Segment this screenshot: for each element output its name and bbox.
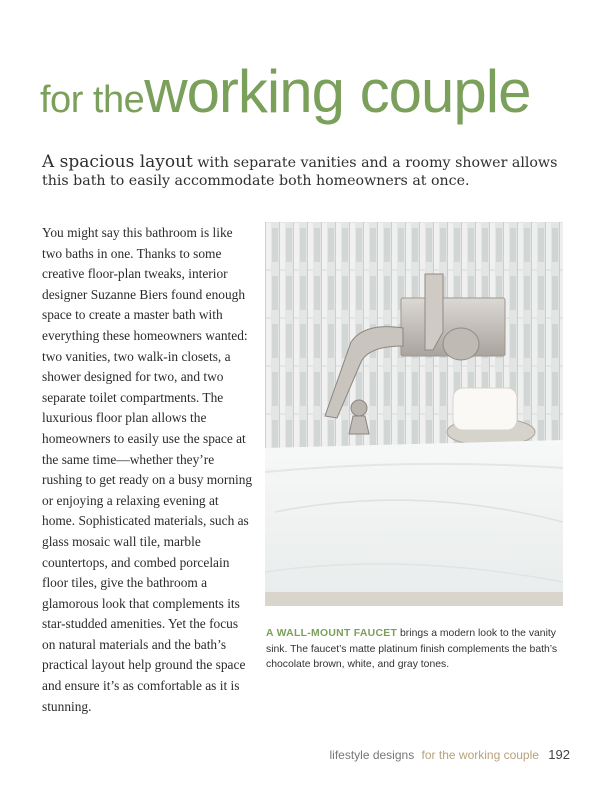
caption-body: brings a modern look to the vanity sink. The faucet’s matte platinum finish complements the bath’s chocolate brown, white, and gray tones. bbox=[266, 628, 558, 671]
caption-lead: A WALL-MOUNT FAUCET bbox=[266, 628, 398, 639]
headline bbox=[40, 58, 600, 125]
page-number: 192 bbox=[548, 747, 570, 762]
headline-main: working couple bbox=[144, 58, 531, 125]
deck-text bbox=[42, 153, 562, 190]
faucet-photo bbox=[265, 222, 563, 606]
faucet-photo-illustration bbox=[265, 222, 563, 606]
body-text: You might say this bathroom is like two baths in one. Thanks to some creative floor-plan tweaks, interior designer Suzanne Biers found enough space to create a master bath with everything these homeowners wanted: two vanities, two walk-in closets, a shower designed for two, and two separate toilet compartments. The luxurious floor plan allows the homeowners to easily use the space at the same time—whether they’re rushing to get ready on a busy morning or enjoying a relaxing evening at home. Sophisticated materials, such as glass mosaic wall tile, marble countertops, and combed porcelain floor tiles, give the bathroom a glamorous look that complements its star-studded amenities. Yet the focus on natural materials and the bath’s practical layout help ground the space and ensure it’s as comfortable as it is stunning. bbox=[42, 225, 253, 714]
footer-section: lifestyle designs bbox=[329, 748, 415, 762]
deck-lead: A spacious layout bbox=[42, 152, 193, 172]
deck-body: with separate vanities and a roomy shower allows this bath to easily accommodate both homeowners at once. bbox=[42, 155, 558, 189]
page-footer bbox=[329, 747, 570, 762]
headline-prefix: for the bbox=[40, 79, 145, 121]
footer-topic: for the working couple bbox=[421, 748, 539, 762]
photo-caption bbox=[266, 626, 566, 673]
